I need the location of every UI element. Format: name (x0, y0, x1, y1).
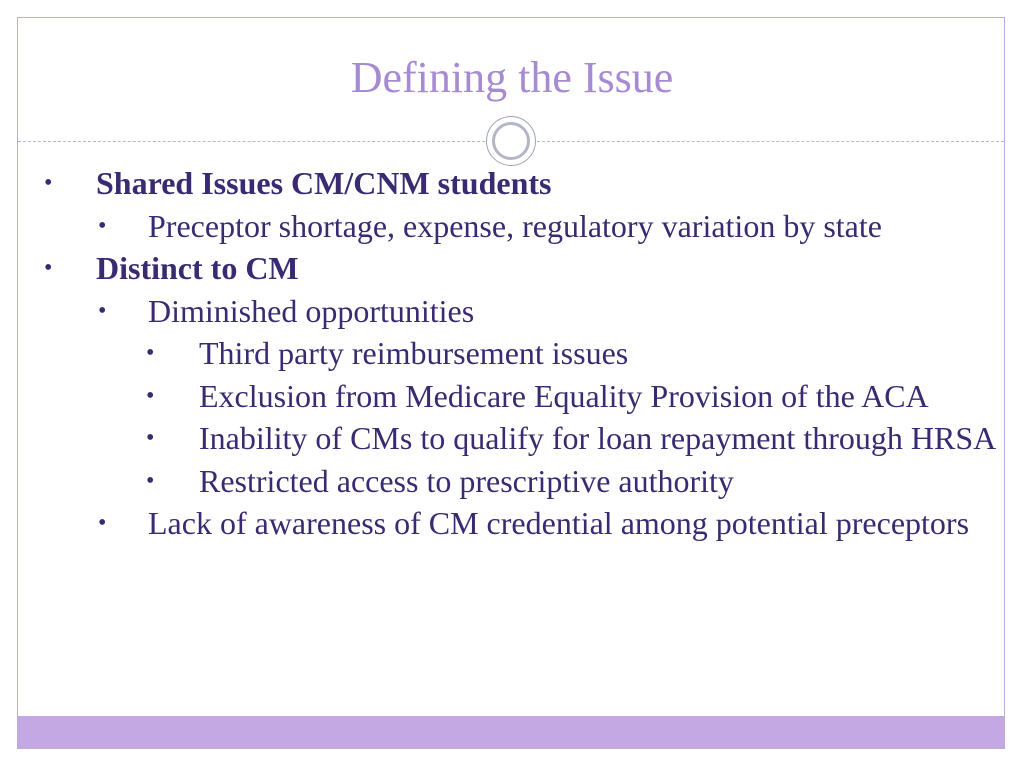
bullet-icon: • (98, 212, 107, 239)
bullet-item-distinct-to-cm (0, 247, 996, 290)
bullet-text: Third party reimbursement issues (199, 335, 629, 371)
bullet-item-prescriptive-authority (0, 460, 999, 503)
bullet-text: Diminished opportunities (148, 292, 475, 329)
bullet-icon: • (44, 170, 53, 196)
bullet-icon: • (44, 255, 53, 281)
bullet-text: Inability of CMs to qualify for loan repayment through HRSA (199, 420, 997, 456)
bullet-item-diminished-opportunities (0, 290, 978, 333)
footer-band (18, 716, 1004, 748)
bullet-item-shared-issues (0, 162, 996, 205)
bullet-item-medicare-exclusion (0, 375, 999, 418)
bullet-icon: • (146, 467, 155, 494)
bullet-text: Preceptor shortage, expense, regulatory variation by state (148, 207, 882, 244)
bullet-icon: • (146, 425, 155, 451)
bullet-icon: • (98, 510, 107, 536)
bullet-text: Lack of awareness of CM credential among potential preceptors (148, 505, 970, 541)
bullet-item-third-party-reimbursement (0, 332, 999, 375)
bullet-icon: • (146, 340, 155, 366)
bullet-icon: • (146, 382, 155, 409)
slide-title: Defining the Issue (350, 53, 674, 102)
bullet-item-loan-repayment (0, 417, 999, 460)
bullet-list (0, 162, 1024, 545)
circle-ornament-icon (486, 116, 536, 166)
bullet-item-lack-of-awareness (0, 502, 978, 545)
bullet-icon: • (98, 297, 107, 324)
bullet-text: Exclusion from Medicare Equality Provision of the ACA (199, 377, 929, 414)
bullet-item-preceptor-shortage (0, 205, 978, 248)
bullet-text: Restricted access to prescriptive authority (199, 462, 734, 499)
bullet-text: Distinct to CM (96, 250, 299, 286)
bullet-text: Shared Issues CM/CNM students (96, 165, 552, 201)
